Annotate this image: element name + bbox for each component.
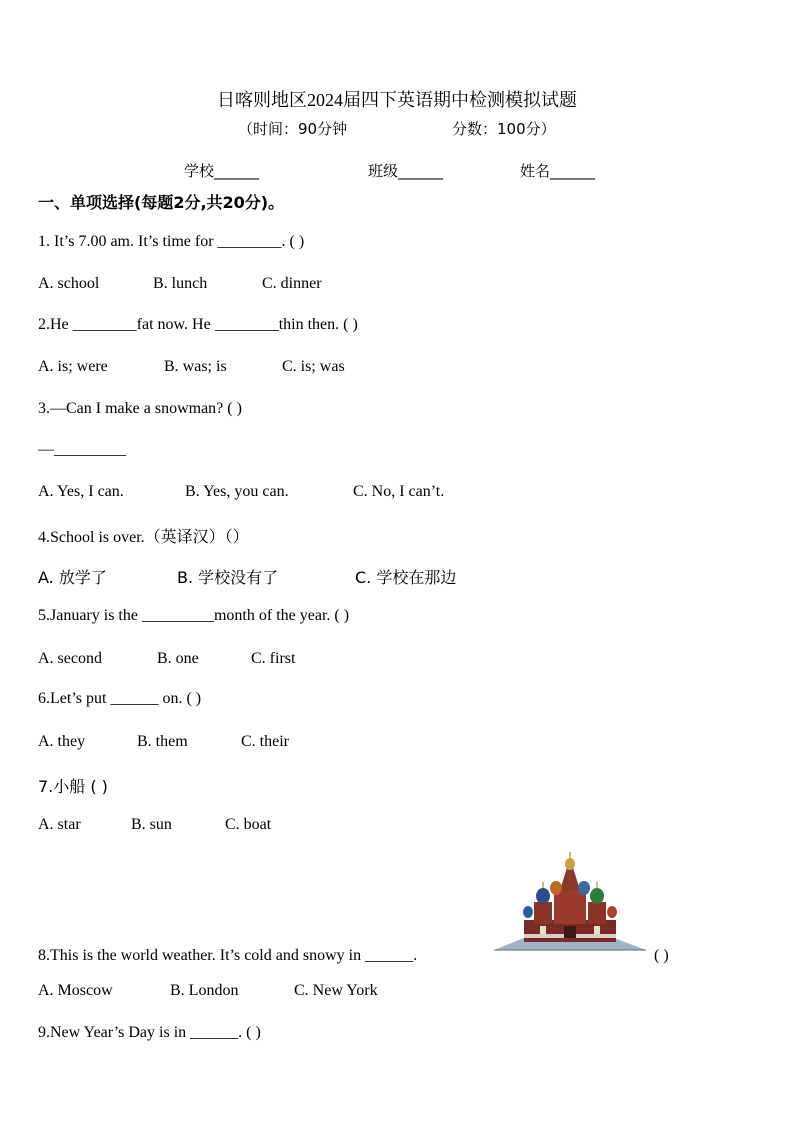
option-7b: B. sun bbox=[131, 816, 172, 833]
question-8: 8.This is the world weather. It’s cold and snowy in ______. bbox=[38, 947, 418, 964]
option-2b: B. was; is bbox=[164, 358, 227, 375]
option-1c: C. dinner bbox=[262, 275, 322, 292]
option-1b: B. lunch bbox=[153, 275, 208, 292]
school-field: 学校______ bbox=[184, 162, 260, 180]
option-4c: C. 学校在那边 bbox=[355, 568, 457, 587]
option-8c: C. New York bbox=[294, 982, 378, 999]
option-1a: A. school bbox=[38, 275, 100, 292]
question-9: 9.New Year’s Day is in ______. ( ) bbox=[38, 1024, 261, 1041]
question-6: 6.Let’s put ______ on. ( ) bbox=[38, 690, 202, 707]
option-3a: A. Yes, I can. bbox=[38, 483, 124, 500]
option-7c: C. boat bbox=[225, 816, 272, 833]
option-7a: A. star bbox=[38, 816, 81, 833]
answer-line-3: —_________ bbox=[38, 441, 126, 458]
option-2c: C. is; was bbox=[282, 358, 345, 375]
option-2a: A. is; were bbox=[38, 358, 108, 375]
option-3c: C. No, I can’t. bbox=[353, 483, 445, 500]
option-6c: C. their bbox=[241, 733, 289, 750]
question-5: 5.January is the _________month of the year. ( ) bbox=[38, 607, 350, 624]
question-3: 3.—Can I make a snowman? ( ) bbox=[38, 400, 242, 417]
exam-score: 分数：100分） bbox=[452, 120, 556, 138]
option-4a: A. 放学了 bbox=[38, 568, 107, 587]
answer-paren-8: ( ) bbox=[654, 947, 669, 964]
option-5c: C. first bbox=[251, 650, 296, 667]
question-4: 4.School is over.（英译汉）（） bbox=[38, 529, 249, 546]
option-5b: B. one bbox=[157, 650, 199, 667]
option-8b: B. London bbox=[170, 982, 239, 999]
class-field: 班级______ bbox=[368, 162, 444, 180]
option-8a: A. Moscow bbox=[38, 982, 113, 999]
saint-basils-cathedral-image bbox=[494, 850, 646, 954]
exam-time: （时间：90分钟 bbox=[238, 120, 348, 138]
option-6b: B. them bbox=[137, 733, 188, 750]
option-3b: B. Yes, you can. bbox=[185, 483, 289, 500]
name-field: 姓名______ bbox=[520, 162, 596, 180]
option-6a: A. they bbox=[38, 733, 86, 750]
page-title: 日喀则地区2024届四下英语期中检测模拟试题 bbox=[217, 90, 577, 110]
question-1: 1. It’s 7.00 am. It’s time for ________. ( ) bbox=[38, 233, 305, 250]
section-title: 一、单项选择(每题2分,共20分)。 bbox=[38, 193, 285, 212]
question-2: 2.He ________fat now. He ________thin then. ( ) bbox=[38, 316, 358, 333]
option-4b: B. 学校没有了 bbox=[177, 568, 279, 587]
option-5a: A. second bbox=[38, 650, 102, 667]
question-7: 7.小船 ( ) bbox=[38, 777, 108, 796]
